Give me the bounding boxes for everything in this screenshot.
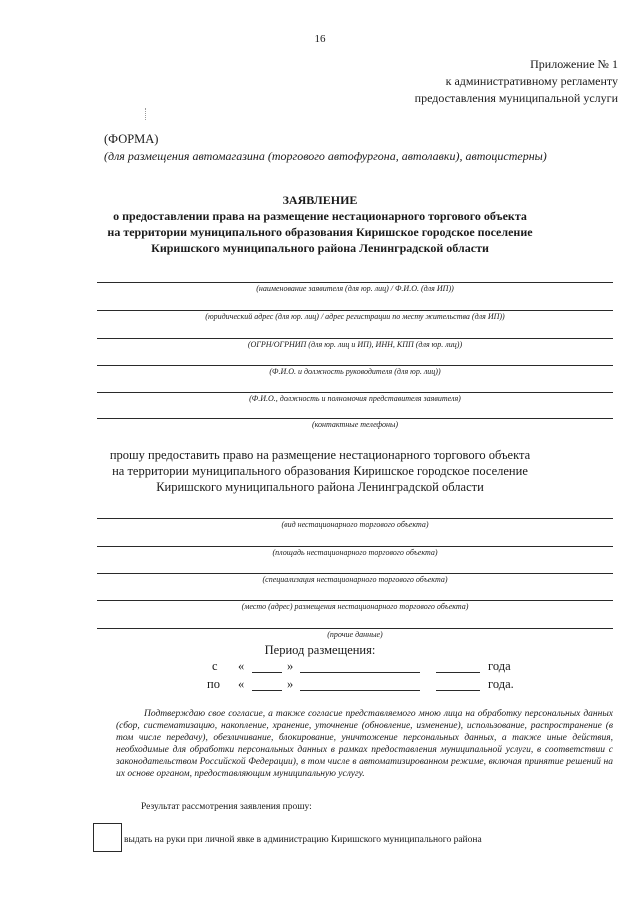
applicant-name-field[interactable] <box>97 282 613 283</box>
object-location-field[interactable] <box>97 600 613 601</box>
period-to-label: по <box>207 677 220 691</box>
other-data-caption: (прочие данные) <box>97 630 613 639</box>
object-specialization-caption: (специализация нестационарного торгового объекта) <box>97 575 613 584</box>
delivery-in-person-checkbox[interactable] <box>93 823 122 852</box>
form-label: (ФОРМА) <box>104 132 159 146</box>
applicant-ogrn-field[interactable] <box>97 338 613 339</box>
quote-close: » <box>287 677 294 691</box>
to-year-field[interactable] <box>436 678 480 691</box>
request-line-3: Киришского муниципального района Ленинградской области <box>156 480 484 494</box>
object-type-caption: (вид нестационарного торгового объекта) <box>97 520 613 529</box>
applicant-address-caption: (юридический адрес (для юр. лиц) / адрес регистрации по месту жительства (для ИП)) <box>97 312 613 321</box>
from-year-field[interactable] <box>436 660 480 673</box>
request-line-1: прошу предоставить право на размещение нестационарного торгового объекта <box>109 448 531 462</box>
to-year-word: года. <box>488 677 514 691</box>
heading-line-2: на территории муниципального образования Киришское городское поселение <box>107 225 533 239</box>
consent-text: Подтверждаю свое согласие, а также согласие представляемого мною лица на обработку персональных данных (сбор, систематизацию, накопление, хранение, уточнение (обновление, изменение), использование, распространение (в том числе передачу), обезличивание, блокирование, уничтожение персональных данных, а также иные действия, необходимые для обработки персональных данных в рамках предоставления муниципальной услуги, в соответствии с законодательством Российской Федерации), в том числе в автоматизированном режиме, включая принятие решений на их основе органом, предоставляющим муниципальную услугу. <box>116 709 613 779</box>
page-number: 16 <box>314 33 326 45</box>
period-to-row <box>0 676 640 694</box>
scan-mark <box>145 108 146 120</box>
request-line-2: на территории муниципального образования Киришское городское поселение <box>112 464 528 478</box>
representative-caption: (Ф.И.О., должность и полномочия представителя заявителя) <box>97 394 613 403</box>
heading-line-1: о предоставлении права на размещение нестационарного торгового объекта <box>113 209 527 223</box>
applicant-ogrn-caption: (ОГРН/ОГРНИП (для юр. лиц и ИП), ИНН, КПП (для юр. лиц)) <box>97 340 613 349</box>
delivery-in-person-label: выдать на руки при личной явке в администрацию Киришского муниципального района <box>124 835 482 845</box>
other-data-field[interactable] <box>97 628 613 629</box>
result-label: Результат рассмотрения заявления прошу: <box>141 802 312 812</box>
object-location-caption: (место (адрес) размещения нестационарного торгового объекта) <box>97 602 613 611</box>
object-specialization-field[interactable] <box>97 573 613 574</box>
applicant-address-field[interactable] <box>97 310 613 311</box>
from-day-field[interactable] <box>252 660 282 673</box>
representative-field[interactable] <box>97 392 613 393</box>
phones-field[interactable] <box>97 418 613 419</box>
object-area-field[interactable] <box>97 546 613 547</box>
quote-close: » <box>287 659 294 673</box>
quote-open: « <box>238 677 245 691</box>
from-year-word: года <box>488 659 511 673</box>
manager-field[interactable] <box>97 365 613 366</box>
document-title: ЗАЯВЛЕНИЕ <box>282 193 358 207</box>
period-from-row <box>0 658 640 676</box>
quote-open: « <box>238 659 245 673</box>
applicant-name-caption: (наименование заявителя (для юр. лиц) / Ф.И.О. (для ИП)) <box>97 284 613 293</box>
period-from-label: с <box>212 659 218 673</box>
appendix-regulation: к административному регламенту <box>445 74 618 88</box>
manager-caption: (Ф.И.О. и должность руководителя (для юр. лиц)) <box>97 367 613 376</box>
object-type-field[interactable] <box>97 518 613 519</box>
form-subtitle: (для размещения автомагазина (торгового автофургона, автолавки), автоцистерны) <box>104 149 547 163</box>
from-month-field[interactable] <box>300 660 420 673</box>
to-month-field[interactable] <box>300 678 420 691</box>
period-title: Период размещения: <box>264 643 376 657</box>
to-day-field[interactable] <box>252 678 282 691</box>
appendix-number: Приложение № 1 <box>530 57 618 71</box>
phones-caption: (контактные телефоны) <box>97 420 613 429</box>
heading-line-3: Киришского муниципального района Ленинградской области <box>151 241 489 255</box>
object-area-caption: (площадь нестационарного торгового объекта) <box>97 548 613 557</box>
appendix-service: предоставления муниципальной услуги <box>414 91 618 105</box>
